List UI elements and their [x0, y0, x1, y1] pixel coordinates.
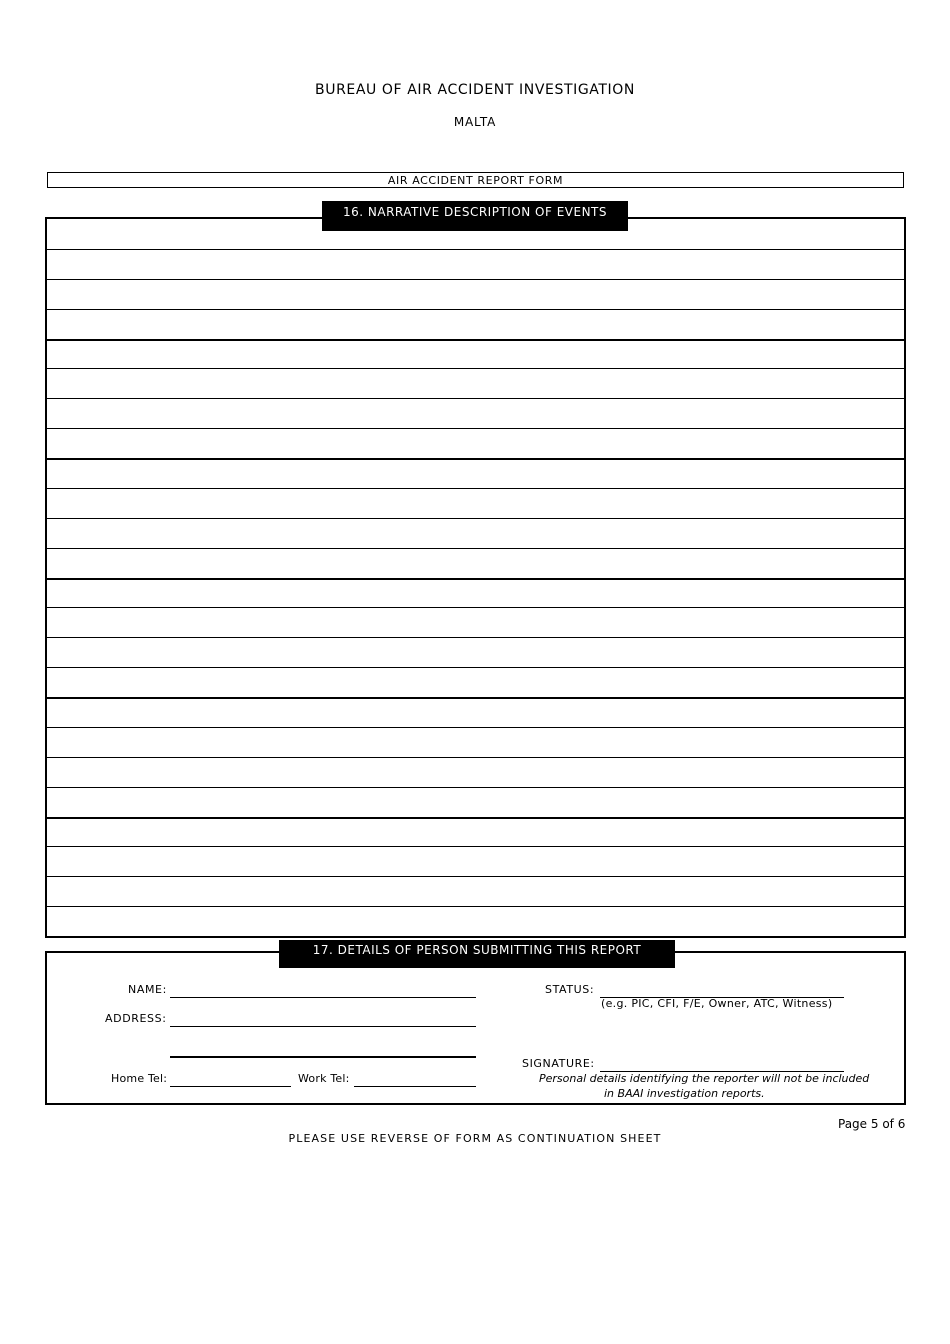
signature-label: SIGNATURE:	[522, 1057, 595, 1070]
narrative-line[interactable]	[47, 876, 904, 877]
privacy-note-line-1: Personal details identifying the reporter will not be included	[539, 1072, 870, 1085]
address-field-line-2[interactable]	[170, 1056, 476, 1058]
narrative-line[interactable]	[47, 518, 904, 519]
narrative-line[interactable]	[47, 637, 904, 638]
reporter-details-section	[45, 951, 906, 1105]
home-tel-field[interactable]	[170, 1086, 291, 1087]
narrative-section[interactable]	[45, 217, 906, 938]
address-field-line-1[interactable]	[170, 1026, 476, 1027]
form-title: AIR ACCIDENT REPORT FORM	[47, 172, 904, 188]
status-label: STATUS:	[545, 983, 595, 996]
narrative-line[interactable]	[47, 787, 904, 788]
narrative-line[interactable]	[47, 249, 904, 250]
section-16-header: 16. NARRATIVE DESCRIPTION OF EVENTS	[322, 201, 628, 231]
work-tel-field[interactable]	[354, 1086, 476, 1087]
narrative-line[interactable]	[47, 697, 904, 699]
narrative-line[interactable]	[47, 488, 904, 489]
organization-title: BUREAU OF AIR ACCIDENT INVESTIGATION	[315, 82, 635, 98]
narrative-line[interactable]	[47, 368, 904, 369]
narrative-line[interactable]	[47, 428, 904, 429]
work-tel-label: Work Tel:	[298, 1072, 350, 1085]
narrative-line[interactable]	[47, 757, 904, 758]
continuation-instruction: PLEASE USE REVERSE OF FORM AS CONTINUATION SHEET	[288, 1132, 662, 1145]
narrative-line[interactable]	[47, 309, 904, 310]
home-tel-label: Home Tel:	[111, 1072, 168, 1085]
narrative-line[interactable]	[47, 458, 904, 460]
status-hint: (e.g. PIC, CFI, F/E, Owner, ATC, Witness)	[601, 997, 833, 1010]
narrative-line[interactable]	[47, 607, 904, 608]
section-17-header: 17. DETAILS OF PERSON SUBMITTING THIS REPORT	[279, 940, 675, 968]
page-number: Page 5 of 6	[838, 1117, 906, 1131]
narrative-line[interactable]	[47, 846, 904, 847]
narrative-line[interactable]	[47, 398, 904, 399]
name-label: NAME:	[128, 983, 167, 996]
narrative-line[interactable]	[47, 339, 904, 341]
address-label: ADDRESS:	[105, 1012, 167, 1025]
narrative-line[interactable]	[47, 906, 904, 907]
narrative-line[interactable]	[47, 727, 904, 728]
narrative-line[interactable]	[47, 279, 904, 280]
name-field[interactable]	[170, 997, 476, 998]
privacy-note-line-2: in BAAI investigation reports.	[604, 1087, 765, 1100]
narrative-line[interactable]	[47, 548, 904, 549]
narrative-line[interactable]	[47, 667, 904, 668]
organization-country: MALTA	[453, 115, 497, 129]
narrative-line[interactable]	[47, 817, 904, 819]
narrative-line[interactable]	[47, 578, 904, 580]
